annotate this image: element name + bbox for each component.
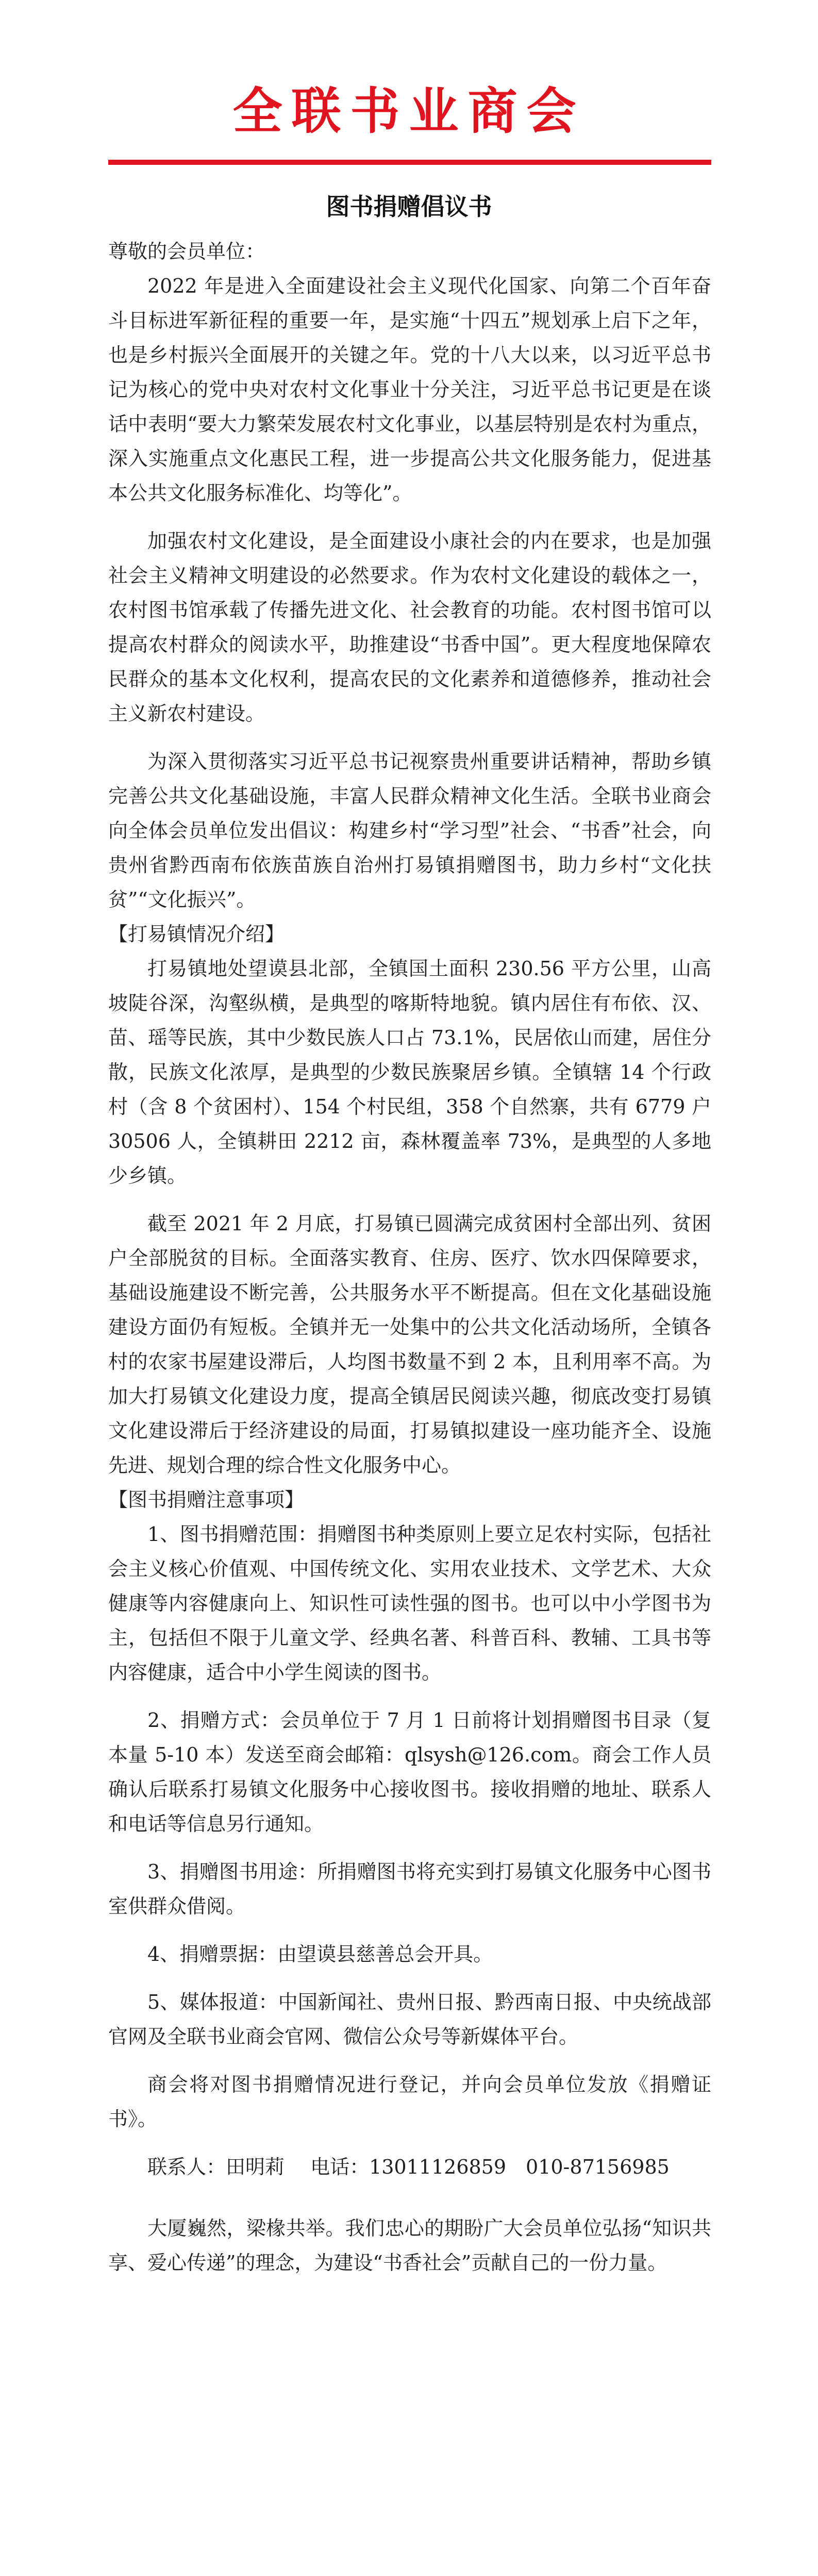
body-paragraph: 2022 年是进入全面建设社会主义现代化国家、向第二个百年奋斗目标进军新征程的重要一年，是实施“十四五”规划承上启下之年，也是乡村振兴全面展开的关键之年。党的十八大以来，以习近平总书记为核心的党中央对农村文化事业十分关注，习近平总书记更是在谈话中表明“要大力繁荣发展农村文化事业，以基层特别是农村为重点，深入实施重点文化惠民工程，进一步提高公共文化服务能力，促进基本公共文化服务标准化、均等化”。	[108, 275, 711, 504]
body-paragraph: 加强农村文化建设，是全面建设小康社会的内在要求，也是加强社会主义精神文明建设的必然要求。作为农村文化建设的载体之一，农村图书馆承载了传播先进文化、社会教育的功能。农村图书馆可以提高农村群众的阅读水平，助推建设“书香中国”。更大程度地保障农民群众的基本文化权利，提高农民的文化素养和道德修养，推动社会主义新农村建设。	[108, 530, 711, 725]
section-heading-town-intro: 【打易镇情况介绍】	[108, 923, 285, 945]
org-name-heading: 全联书业商会	[232, 82, 586, 140]
document-title: 图书捐赠倡议书	[326, 193, 492, 221]
body-paragraph: 打易镇地处望谟县北部，全镇国土面积 230.56 平方公里，山高坡陡谷深，沟壑纵横，是典型的喀斯特地貌。镇内居住有布依、汉、苗、瑶等民族，其中少数民族人口占 73.1%，民居依山而建，居住分散，民族文化浓厚，是典型的少数民族聚居乡镇。全镇辖 14 个行政村（含 8 个贫困村）、154 个村民组，358 个自然寨，共有 6779 户 30506 人，全镇耕田 2212 亩，森林覆盖率 73%，是典型的人多地少乡镇。	[108, 957, 711, 1187]
contact-info: 联系人：田明莉 电话：13011126859 010-87156985	[147, 2156, 670, 2178]
list-item: 5、媒体报道：中国新闻社、贵州日报、黔西南日报、中央统战部官网及全联书业商会官网、微信公众号等新媒体平台。	[108, 1991, 711, 2048]
document-body	[108, 234, 711, 2280]
body-paragraph: 为深入贯彻落实习近平总书记视察贵州重要讲话精神，帮助乡镇完善公共文化基础设施，丰富人民群众精神文化生活。全联书业商会向全体会员单位发出倡议：构建乡村“学习型”社会、“书香”社会，向贵州省黔西南布依族苗族自治州打易镇捐赠图书，助力乡村“文化扶贫”“文化振兴”。	[108, 750, 711, 911]
list-item: 1、图书捐赠范围：捐赠图书种类原则上要立足农村实际，包括社会主义核心价值观、中国传统文化、实用农业技术、文学艺术、大众健康等内容健康向上、知识性可读性强的图书。也可以中小学图书为主，包括但不限于儿童文学、经典名著、科普百科、教辅、工具书等内容健康，适合中小学生阅读的图书。	[108, 1523, 711, 1684]
salutation: 尊敬的会员单位：	[108, 240, 265, 263]
list-item: 商会将对图书捐赠情况进行登记，并向会员单位发放《捐赠证书》。	[108, 2073, 711, 2130]
red-divider-line	[108, 160, 711, 165]
body-paragraph: 截至 2021 年 2 月底，打易镇已圆满完成贫困村全部出列、贫困户全部脱贫的目标。全面落实教育、住房、医疗、饮水四保障要求，基础设施建设不断完善，公共服务水平不断提高。但在文化基础设施建设方面仍有短板。全镇并无一处集中的公共文化活动场所，全镇各村的农家书屋建设滞后，人均图书数量不到 2 本，且利用率不高。为加大打易镇文化建设力度，提高全镇居民阅读兴趣，彻底改变打易镇文化建设滞后于经济建设的局面，打易镇拟建设一座功能齐全、设施先进、规划合理的综合性文化服务中心。	[108, 1212, 711, 1477]
closing-paragraph: 大厦巍然，梁椽共举。我们忠心的期盼广大会员单位弘扬“知识共享、爱心传递”的理念，为建设“书香社会”贡献自己的一份力量。	[108, 2217, 711, 2274]
section-heading-donation-notes: 【图书捐赠注意事项】	[108, 1488, 305, 1511]
list-item: 4、捐赠票据：由望谟县慈善总会开具。	[147, 1943, 493, 1965]
list-item: 3、捐赠图书用途：所捐赠图书将充实到打易镇文化服务中心图书室供群众借阅。	[108, 1860, 711, 1918]
list-item: 2、捐赠方式：会员单位于 7 月 1 日前将计划捐赠图书目录（复本量 5-10 本）发送至商会邮箱：qlsysh@126.com。商会工作人员确认后联系打易镇文化服务中心接收图书。接收捐赠的地址、联系人和电话等信息另行通知。	[108, 1709, 711, 1835]
